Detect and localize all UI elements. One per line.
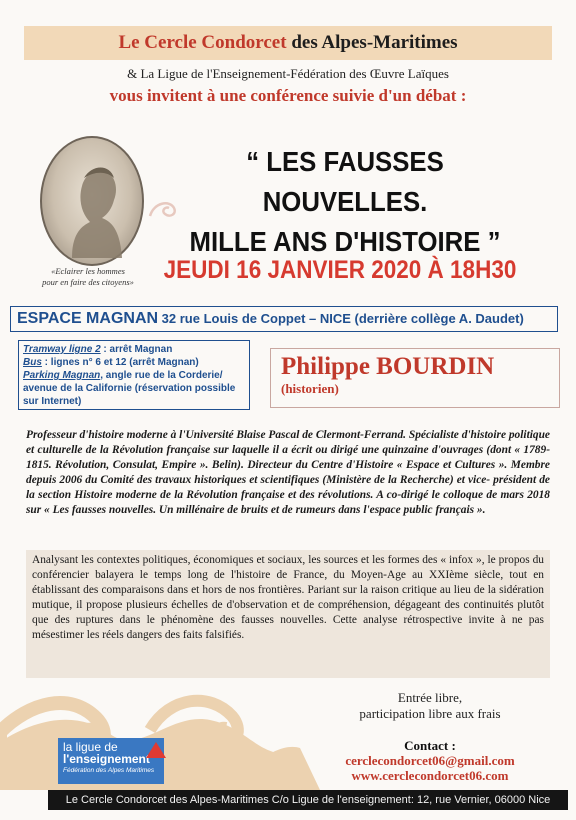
contact-website-link[interactable]: www.cerclecondorcet06.com <box>351 768 509 783</box>
date-time: JEUDI 16 JANVIER 2020 À 18H30 <box>163 256 517 284</box>
swirl-ornament-icon <box>146 196 182 222</box>
invite-line: vous invitent à une conférence suivie d'un débat : <box>109 86 467 105</box>
logo-line-2: l'enseignement <box>63 752 150 766</box>
entry-line-2: participation libre aux frais <box>359 706 501 721</box>
logo-line-3: Fédération des Alpes Maritimes <box>63 767 155 774</box>
parking-text: , angle rue de la Corderie/ avenue de la Californie (réservation possible sur Internet) <box>23 370 236 407</box>
portrait-caption <box>14 266 162 288</box>
org-name-red: Le Cercle Condorcet <box>118 32 287 53</box>
venue-box <box>10 306 558 332</box>
entry-line-1: Entrée libre, <box>397 690 463 705</box>
venue-address: 32 rue Louis de Coppet – NICE (derrière collège A. Daudet) <box>158 311 524 326</box>
caption-line-2: pour en faire des citoyens» <box>42 277 134 287</box>
transport-box <box>18 340 250 410</box>
parking-label: Parking Magnan <box>23 370 101 381</box>
entry-info <box>330 690 530 722</box>
portrait-medallion-icon <box>40 136 144 266</box>
contact-email-link[interactable]: cerclecondorcet06@gmail.com <box>345 753 515 768</box>
organizer-banner <box>24 26 552 60</box>
ligue-logo-flag-icon <box>146 742 166 758</box>
bus-text: : lignes n° 6 et 12 (arrêt Magnan) <box>41 357 199 368</box>
conference-abstract: Analysant les contextes politiques, économiques et sociaux, les sources et les formes des « infox », le propos du conférencier balayera le temps long de l'histoire de France, du Moyen-Age au XXIème siècle, tout en établissant des comparaisons dans et hors de nos frontières. Pariant sur la raison critique au lieu de la sidération mutique, il propose plusieurs échelles de d'observation et de compréhension, dégageant des continuités plutôt que des ruptures dans le phénomène des fausses nouvelles. Cette analyse rétrospective invite à ne pas mésestimer les réels dangers des faits falsifiés. <box>26 550 550 678</box>
org-name-black: des Alpes-Maritimes <box>286 32 458 53</box>
parking-info <box>23 369 245 408</box>
bus-info <box>23 356 245 369</box>
tram-label: Tramway ligne 2 <box>23 344 101 355</box>
venue-name: ESPACE MAGNAN <box>17 310 159 327</box>
logo-line-1: la ligue de <box>63 740 118 754</box>
conference-title <box>166 142 525 262</box>
partner-line: & La Ligue de l'Enseignement-Fédération des Œuvre Laïques <box>127 66 449 81</box>
tram-text: : arrêt Magnan <box>100 344 173 355</box>
bus-label: Bus <box>23 357 42 368</box>
tram-info <box>23 343 245 356</box>
caption-line-1: «Eclairer les hommes <box>51 266 125 276</box>
title-line-2: MILLE ANS D'HISTOIRE ” <box>189 226 501 257</box>
contact-label: Contact : <box>404 738 456 753</box>
speaker-box <box>270 348 560 408</box>
footer-address: Le Cercle Condorcet des Alpes-Maritimes C/o Ligue de l'enseignement: 12, rue Vernier, 06000 Nice <box>48 790 568 810</box>
speaker-name: Philippe BOURDIN <box>281 353 495 380</box>
speaker-role: (historien) <box>281 381 339 396</box>
title-line-1: “ LES FAUSSES NOUVELLES. <box>246 146 444 217</box>
speaker-bio: Professeur d'histoire moderne à l'Université Blaise Pascal de Clermont-Ferrand. Spécialiste d'histoire politique et culturelle de la Révolution française sur laquelle il a écrit ou dirigé une quinzaine d'ouvrages (dont « 1789-1815. Révolution, Consulat, Empire ». Belin). Directeur du Centre d'Histoire « Espace et Cultures ». Membre depuis 2006 du Comité des travaux historiques et scientifiques (Ministère de la Recherche) et vice- président de la section Histoire moderne de la Révolution française et des révolutions. A co-dirigé le colloque de mars 2018 sur « Les fausses nouvelles. Un millénaire de bruits et de rumeurs dans l'espace public français ». <box>26 429 550 516</box>
